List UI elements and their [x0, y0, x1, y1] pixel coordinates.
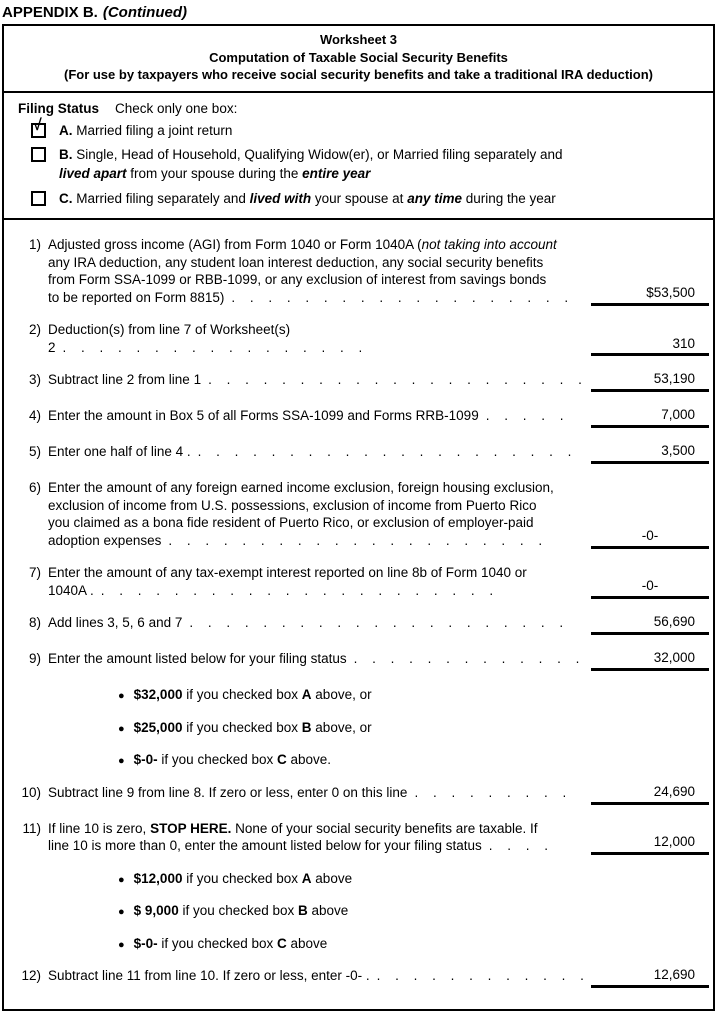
bullet-item-9a: [4, 686, 713, 704]
line-number: 2): [28, 322, 41, 338]
text-run: 1040A .: [48, 582, 94, 598]
text-run: any time: [407, 190, 462, 206]
worksheet-title: Computation of Taxable Social Security Benefits: [209, 49, 508, 65]
text-run: A: [301, 687, 312, 703]
text-run: if you checked box: [178, 903, 299, 919]
bullet-item-11a: [4, 870, 713, 888]
line-number: 5): [28, 444, 41, 460]
line-7-amount-field[interactable]: -0-: [591, 578, 709, 599]
dot-leader: . . . . .: [485, 408, 565, 424]
worksheet-subtitle: (For use by taxpayers who receive social security benefits and take a traditional IRA deduction): [63, 67, 654, 83]
line-text: [48, 686, 713, 704]
filing-option-C: [18, 190, 703, 209]
line-text: [48, 443, 589, 461]
text-run: Married filing separately and: [76, 190, 250, 206]
bullet-icon: ●: [118, 873, 125, 886]
text-run: $-0-: [133, 752, 158, 768]
line-12-amount-field[interactable]: 12,690: [591, 967, 709, 988]
line-9-amount-field[interactable]: 32,000: [591, 650, 709, 671]
filing-option-label: [59, 190, 556, 209]
line-text: [48, 371, 589, 389]
filing-option-label: [59, 122, 232, 141]
worksheet-lines-list: [4, 236, 713, 988]
worksheet-line-9: [4, 650, 713, 671]
checkbox-B[interactable]: [31, 147, 46, 162]
text-run: above: [307, 903, 349, 919]
text-run: Subtract line 11 from line 10. If zero or less, enter -0- .: [48, 968, 370, 984]
bullet-item-11c: [4, 935, 713, 953]
line-text: [48, 236, 589, 306]
worksheet-line-6: [4, 479, 713, 549]
dot-leader: . . . . . . . . . . . . .: [353, 651, 581, 667]
text-run: C: [277, 752, 287, 768]
bullet-item-11b: [4, 902, 713, 920]
dot-leader: . . . . . . . . . . . . . . . . .: [62, 339, 364, 355]
filing-status-section: [4, 93, 713, 221]
dot-leader: . . . . . . . . . . . . . . . . . . . . .: [189, 615, 565, 631]
appendix-continued-label: (Continued): [102, 4, 187, 21]
text-run: C: [277, 935, 287, 951]
bullet-item-9c: [4, 751, 713, 769]
checkbox-A[interactable]: [31, 116, 46, 138]
line-number: 3): [28, 372, 41, 388]
filing-option-A: [18, 116, 703, 141]
line-text: [48, 967, 589, 985]
bullet-icon: ●: [118, 690, 125, 703]
text-run: Enter one half of line 4 .: [48, 444, 191, 460]
worksheet-lines-section: [4, 220, 713, 1009]
line-text: [48, 321, 589, 356]
line-text: [48, 870, 713, 888]
filing-option-B: [18, 146, 703, 183]
dot-leader: . . . . . . . . . . . . . . . . . . .: [231, 289, 570, 305]
text-run: if you checked box: [157, 935, 277, 951]
text-run: during the year: [461, 190, 556, 206]
worksheet-line-4: [4, 407, 713, 428]
appendix-title: APPENDIX B.: [2, 4, 98, 21]
line-text: [48, 820, 589, 855]
dot-leader: . . . . . . . . . . . .: [376, 968, 585, 984]
text-run: any IRA deduction, any student loan interest deduction, any social security benefits: [48, 254, 544, 270]
worksheet-line-2: [4, 321, 713, 356]
line-number: 11): [22, 820, 41, 836]
worksheet-line-5: [4, 443, 713, 464]
text-run: STOP HERE.: [150, 820, 232, 836]
text-run: to be reported on Form 8815): [48, 289, 225, 305]
text-run: if you checked box: [182, 687, 302, 703]
text-run: Enter the amount of any foreign earned income exclusion, foreign housing exclusion,: [48, 480, 554, 496]
text-run: your spouse at: [311, 190, 408, 206]
line-text: [48, 935, 713, 953]
line-10-amount-field[interactable]: 24,690: [591, 784, 709, 805]
dot-leader: . . . .: [488, 838, 549, 854]
text-run: $12,000: [133, 870, 183, 886]
worksheet-line-3: [4, 371, 713, 392]
line-1-amount-field[interactable]: $53,500: [591, 285, 709, 306]
line-number: 9): [28, 651, 41, 667]
text-run: lived apart: [59, 165, 127, 181]
line-text: [48, 479, 589, 549]
line-text: [48, 407, 589, 425]
text-run: if you checked box: [182, 870, 302, 886]
text-run: None of your social security benefits are taxable. If: [231, 820, 538, 836]
line-number: 7): [28, 565, 41, 581]
bullet-icon: ●: [118, 755, 125, 768]
line-text: [48, 650, 589, 668]
appendix-header: [0, 0, 725, 24]
text-run: A: [301, 870, 312, 886]
text-run: exclusion of income from U.S. possessions, exclusion of income from Puerto Rico: [48, 497, 537, 513]
worksheet-line-8: [4, 614, 713, 635]
dot-leader: . . . . . . . . . . . . . . . . . . . . . .: [100, 582, 495, 598]
line-text: [48, 784, 589, 802]
text-run: adoption expenses: [48, 532, 162, 548]
text-run: $32,000: [133, 687, 183, 703]
dot-leader: . . . . . . . . .: [414, 784, 568, 800]
bullet-item-9b: [4, 719, 713, 737]
text-run: $ 9,000: [133, 903, 179, 919]
line-text: [48, 564, 589, 599]
text-run: above, or: [311, 687, 372, 703]
line-text: [48, 614, 589, 632]
worksheet-line-11: [4, 820, 713, 855]
text-run: B: [298, 903, 308, 919]
worksheet-box: [2, 24, 715, 1011]
text-run: C.: [59, 190, 77, 206]
line-text: [48, 902, 713, 920]
filing-options-list: [18, 116, 703, 209]
text-run: If line 10 is zero,: [48, 820, 151, 836]
line-text: [48, 719, 713, 737]
text-run: line 10 is more than 0, enter the amount listed below for your filing status: [48, 838, 482, 854]
filing-status-label: Filing Status: [18, 100, 99, 116]
text-run: if you checked box: [157, 752, 277, 768]
line-5-amount-field[interactable]: 3,500: [591, 443, 709, 464]
text-run: not taking into account: [421, 237, 557, 253]
text-run: lived with: [249, 190, 312, 206]
text-run: Adjusted gross income (AGI) from Form 1040 or Form 1040A (: [48, 237, 422, 253]
text-run: $-0-: [133, 935, 158, 951]
checkbox-C[interactable]: [31, 191, 46, 206]
line-4-amount-field[interactable]: 7,000: [591, 407, 709, 428]
text-run: above.: [286, 752, 332, 768]
text-run: from your spouse during the: [126, 165, 303, 181]
text-run: Married filing a joint return: [76, 122, 233, 138]
text-run: Deduction(s) from line 7 of Worksheet(s) 2: [48, 322, 291, 355]
text-run: if you checked box: [182, 719, 302, 735]
line-11-amount-field[interactable]: 12,000: [591, 834, 709, 855]
worksheet-line-12: [4, 967, 713, 988]
filing-status-header: [18, 101, 703, 116]
line-3-amount-field[interactable]: 53,190: [591, 371, 709, 392]
filing-option-label: [59, 146, 563, 183]
text-run: Subtract line 9 from line 8. If zero or less, enter 0 on this line: [48, 784, 408, 800]
text-run: B.: [59, 147, 77, 163]
dot-leader: . . . . . . . . . . . . . . . . . . . . .: [197, 444, 573, 460]
line-number: 12): [21, 968, 41, 984]
line-number: 6): [28, 480, 41, 496]
dot-leader: . . . . . . . . . . . . . . . . . . . . .: [168, 532, 544, 548]
bullet-icon: ●: [118, 722, 125, 735]
text-run: Single, Head of Household, Qualifying Widow(er), or Married filing separately and: [76, 147, 563, 163]
dot-leader: . . . . . . . . . . . . . . . . . . . . .: [208, 372, 583, 388]
line-6-amount-field[interactable]: -0-: [591, 528, 709, 549]
checkmark-icon: √: [33, 116, 42, 134]
line-2-amount-field[interactable]: 310: [591, 336, 709, 357]
line-8-amount-field[interactable]: 56,690: [591, 614, 709, 635]
bullet-icon: ●: [118, 938, 125, 951]
text-run: from Form SSA-1099 or RBB-1099, or any exclusion of interest from savings bonds: [48, 272, 547, 288]
text-run: entire year: [302, 165, 371, 181]
line-number: 1): [28, 237, 41, 253]
worksheet-line-7: [4, 564, 713, 599]
text-run: you claimed as a bona fide resident of Puerto Rico, or exclusion of employer-paid: [48, 515, 534, 531]
worksheet-number-title: Worksheet 3: [319, 32, 398, 47]
line-number: 10): [21, 784, 41, 800]
line-text: [48, 751, 713, 769]
line-number: 8): [28, 615, 41, 631]
line-number: 4): [28, 408, 41, 424]
text-run: above: [311, 870, 353, 886]
text-run: Subtract line 2 from line 1: [48, 372, 202, 388]
text-run: A.: [59, 122, 77, 138]
text-run: Enter the amount listed below for your filing status: [48, 651, 347, 667]
bullet-icon: ●: [118, 906, 125, 919]
text-run: Enter the amount of any tax-exempt interest reported on line 8b of Form 1040 or: [48, 565, 527, 581]
worksheet-line-1: [4, 236, 713, 306]
filing-status-instruction: Check only one box:: [115, 100, 238, 116]
text-run: $25,000: [133, 719, 183, 735]
text-run: above, or: [311, 719, 372, 735]
text-run: above: [286, 935, 328, 951]
worksheet-line-10: [4, 784, 713, 805]
text-run: Enter the amount in Box 5 of all Forms SSA-1099 and Forms RRB-1099: [48, 408, 479, 424]
title-section: [4, 26, 713, 93]
text-run: Add lines 3, 5, 6 and 7: [48, 615, 183, 631]
text-run: B: [301, 719, 312, 735]
